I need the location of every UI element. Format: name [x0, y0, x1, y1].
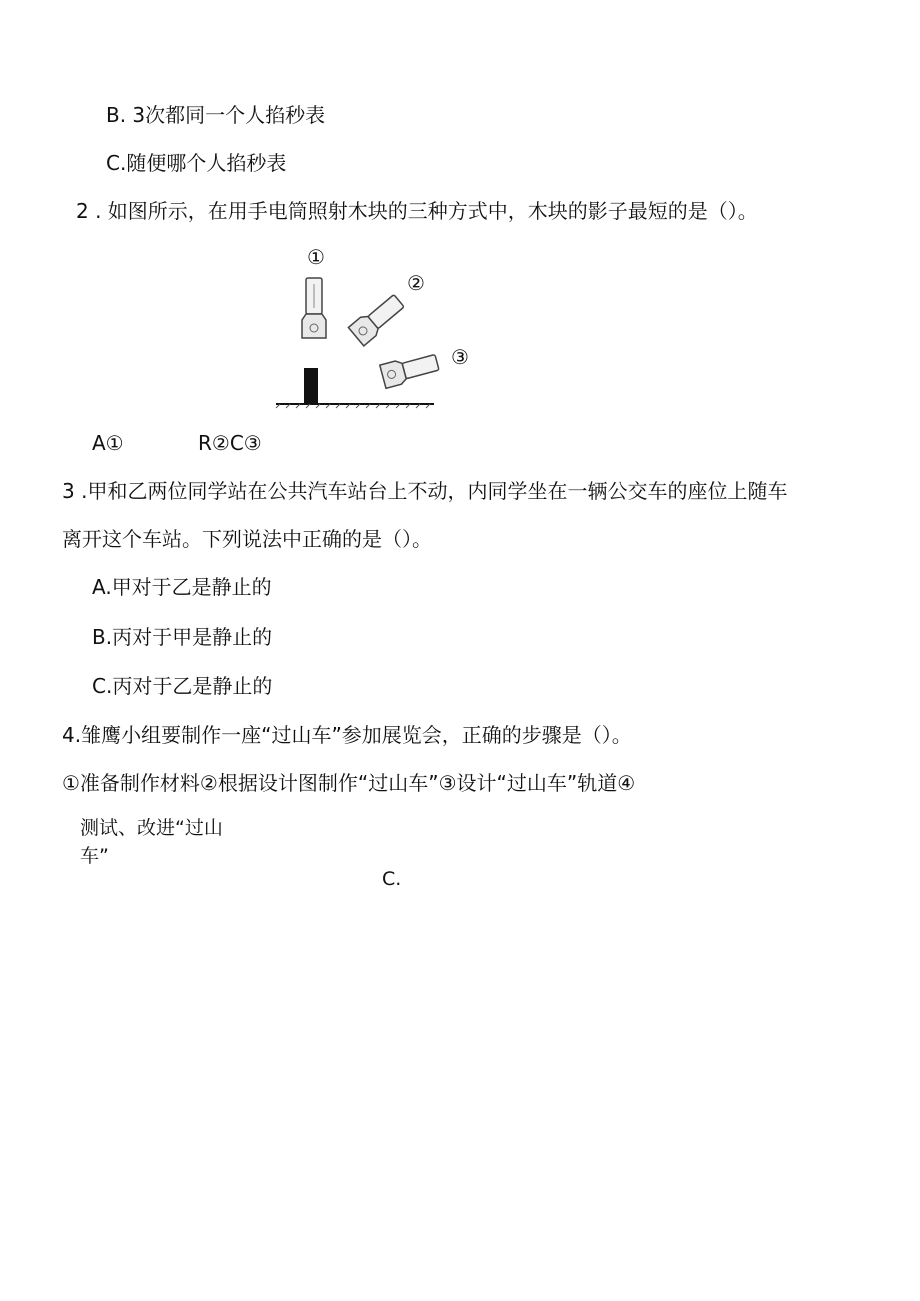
q3-stem-line2: 离开这个车站。下列说法中正确的是（）。 [62, 527, 432, 551]
q4-steps-line: ①准备制作材料②根据设计图制作“过山车”③设计“过山车”轨道④ [62, 771, 636, 795]
q4-step4-line1: 测试、改进“过山 [80, 817, 223, 839]
flashlight-3-icon [380, 351, 440, 389]
q4-stem: 4.雏鹰小组要制作一座“过山车”参加展览会，正确的步骤是（）。 [62, 723, 632, 747]
q1-option-b: B. 3次都同一个人掐秒表 [106, 103, 326, 127]
q3-option-c: C.丙对于乙是静止的 [92, 674, 273, 698]
flashlight-1-icon [302, 278, 326, 338]
q2-option-bc: R②C③ [198, 431, 262, 455]
flashlight-2-icon [348, 292, 406, 346]
q3-option-b: B.丙对于甲是静止的 [92, 625, 273, 649]
label-1: ① [307, 245, 325, 269]
q1-option-c: C.随便哪个人掐秒表 [106, 151, 287, 175]
q3-stem-line1: 3 .甲和乙两位同学站在公共汽车站台上不动，内同学坐在一辆公交车的座位上随车 [62, 479, 788, 503]
label-3: ③ [451, 345, 469, 369]
flashlight-figure [270, 240, 470, 415]
flashlight-diagram [270, 240, 470, 415]
q3-option-a: A.甲对于乙是静止的 [92, 575, 272, 599]
q4-option-c: C. [382, 868, 402, 890]
wooden-block [304, 368, 318, 404]
q2-option-a: A① [92, 431, 124, 455]
label-2: ② [407, 271, 425, 295]
q2-stem: 2 . 如图所示，在用手电筒照射木块的三种方式中，木块的影子最短的是（）。 [76, 199, 758, 223]
q4-step4-line2: 车” [80, 845, 109, 867]
